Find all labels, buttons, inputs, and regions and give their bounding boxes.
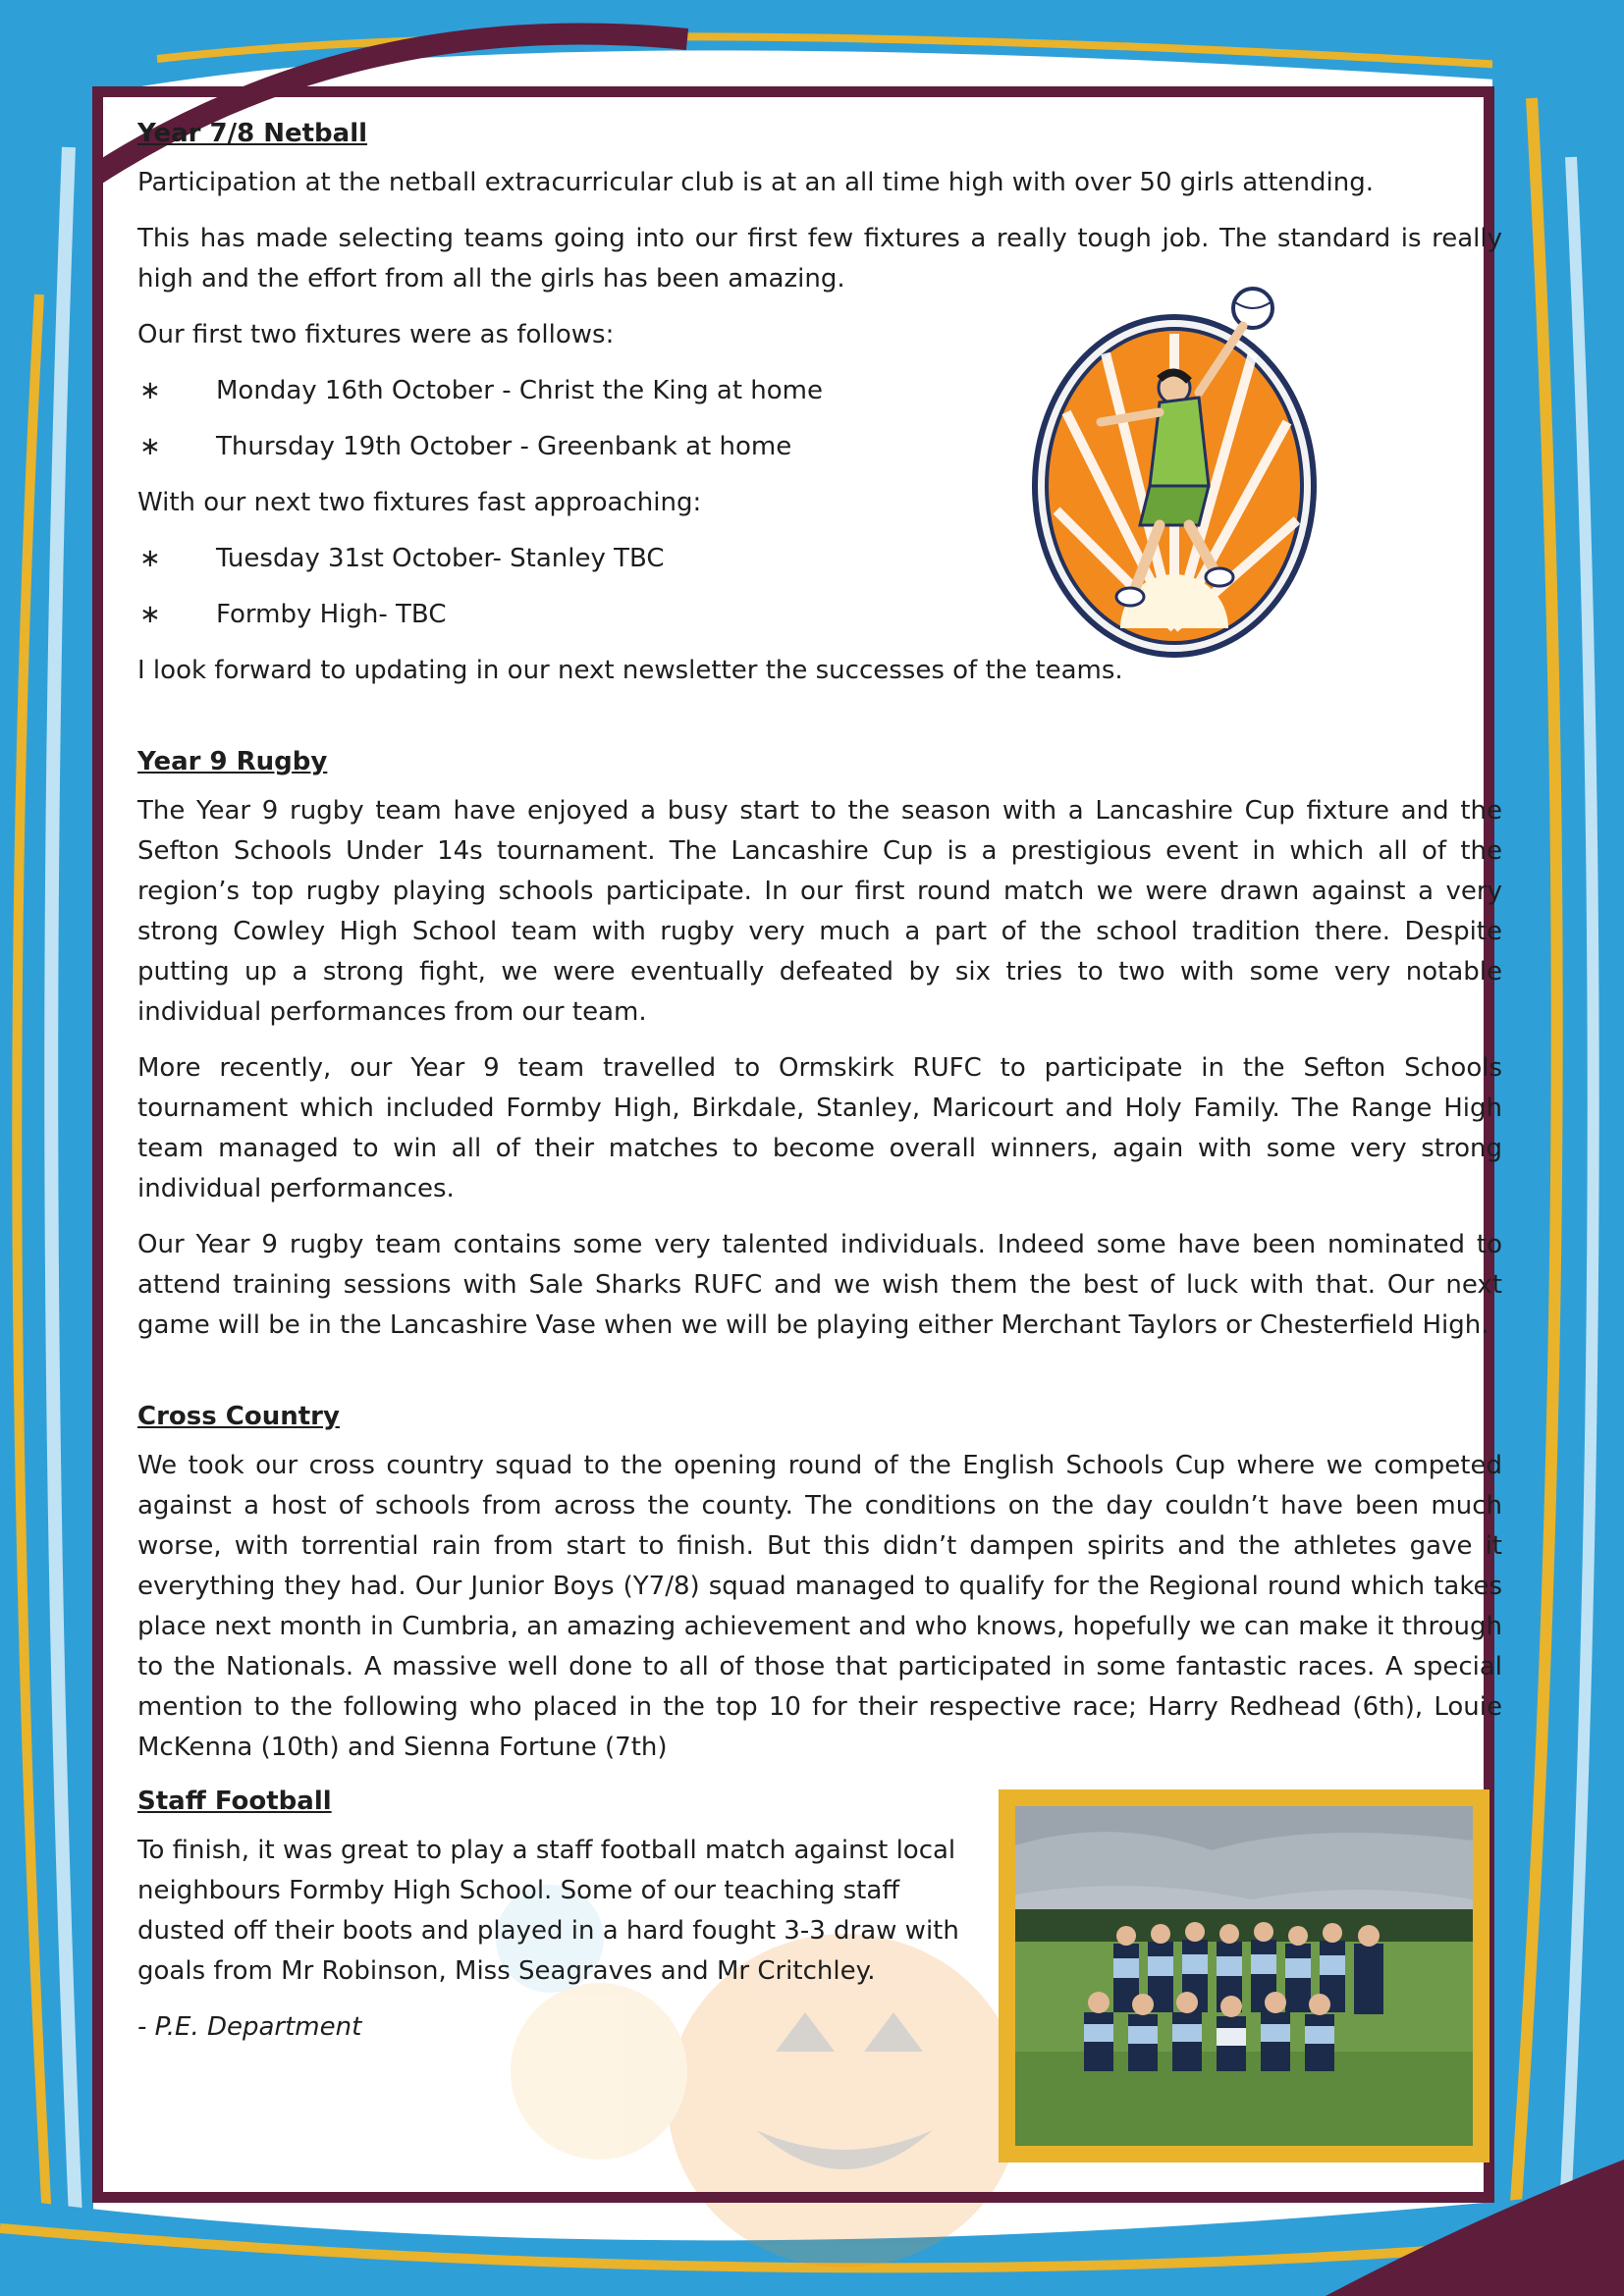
cross-country-heading: Cross Country xyxy=(137,1402,340,1431)
newsletter-content xyxy=(137,116,1502,2048)
netball-paragraph: This has made selecting teams going into our first few fixtures a really tough job. The standard is really high and the effort from all the girls has been amazing. xyxy=(137,224,1502,294)
fixture-list-item xyxy=(137,371,1502,411)
bullet-icon: ∗ xyxy=(139,376,161,405)
netball-paragraph: With our next two fixtures fast approaching: xyxy=(137,488,702,517)
fixture-list-item xyxy=(137,595,1502,635)
rugby-paragraph: More recently, our Year 9 team travelled to Ormskirk RUFC to participate in the Sefton Schools tournament which included Formby High, Birkdale, Stanley, Maricourt and Holy Family. The Range High team managed to win all of their matches to become overall winners, again with some very strong individual performances. xyxy=(137,1053,1502,1203)
staff-team-photo xyxy=(1015,1806,1473,2146)
netball-paragraph: Our first two fixtures were as follows: xyxy=(137,320,615,349)
team-photo-frame xyxy=(999,1789,1489,2163)
rugby-paragraph: The Year 9 rugby team have enjoyed a busy start to the season with a Lancashire Cup fixture and the Sefton Schools Under 14s tournament. The Lancashire Cup is a prestigious event in which all of the region’s top rugby playing schools participate. In our first round match we were drawn against a very strong Cowley High School team with rugby very much a part of the school tradition there. Despite putting up a strong fight, we were eventually defeated by six tries to two with some very notable individual performances from our team. xyxy=(137,796,1502,1027)
fixture-text: Thursday 19th October - Greenbank at home xyxy=(216,432,792,461)
fixture-text: Monday 16th October - Christ the King at home xyxy=(216,376,823,405)
netball-heading: Year 7/8 Netball xyxy=(137,119,368,148)
bullet-icon: ∗ xyxy=(139,432,161,461)
rugby-heading: Year 9 Rugby xyxy=(137,747,328,776)
rugby-paragraph: Our Year 9 rugby team contains some very talented individuals. Indeed some have been nominated to attend training sessions with Sale Sharks RUFC and we wish them the best of luck with that. Our next game will be in the Lancashire Vase when we will be playing either Merchant Taylors or Chesterfield High. xyxy=(137,1230,1502,1340)
fixture-text: Formby High- TBC xyxy=(216,600,447,629)
fixture-list-item xyxy=(137,427,1502,467)
fixture-list-item xyxy=(137,539,1502,579)
bullet-icon: ∗ xyxy=(139,600,161,629)
staff-football-heading: Staff Football xyxy=(137,1787,332,1816)
fixture-text: Tuesday 31st October- Stanley TBC xyxy=(216,544,665,573)
netball-paragraph: Participation at the netball extracurricular club is at an all time high with over 50 girls attending. xyxy=(137,168,1374,197)
netball-paragraph: I look forward to updating in our next newsletter the successes of the teams. xyxy=(137,656,1123,685)
staff-football-paragraph: To finish, it was great to play a staff football match against local neighbours Formby High School. Some of our teaching staff dusted off their boots and played in a hard fought 3-3 draw with goals from Mr Robinson, Miss Seagraves and Mr Critchley. xyxy=(137,1836,959,1986)
signoff: - P.E. Department xyxy=(137,2012,362,2042)
cross-country-paragraph: We took our cross country squad to the opening round of the English Schools Cup where we competed against a host of schools from across the county. The conditions on the day couldn’t have been much worse, with torrential rain from start to finish. But this didn’t dampen spirits and the athletes gave it everything they had. Our Junior Boys (Y7/8) squad managed to qualify for the Regional round which takes place next month in Cumbria, an amazing achievement and who knows, hopefully we can make it through to the Nationals. A massive well done to all of those that participated in some fantastic races. A special mention to the following who placed in the top 10 for their respective race; Harry Redhead (6th), Louie McKenna (10th) and Sienna Fortune (7th) xyxy=(137,1451,1502,1762)
bullet-icon: ∗ xyxy=(139,544,161,573)
